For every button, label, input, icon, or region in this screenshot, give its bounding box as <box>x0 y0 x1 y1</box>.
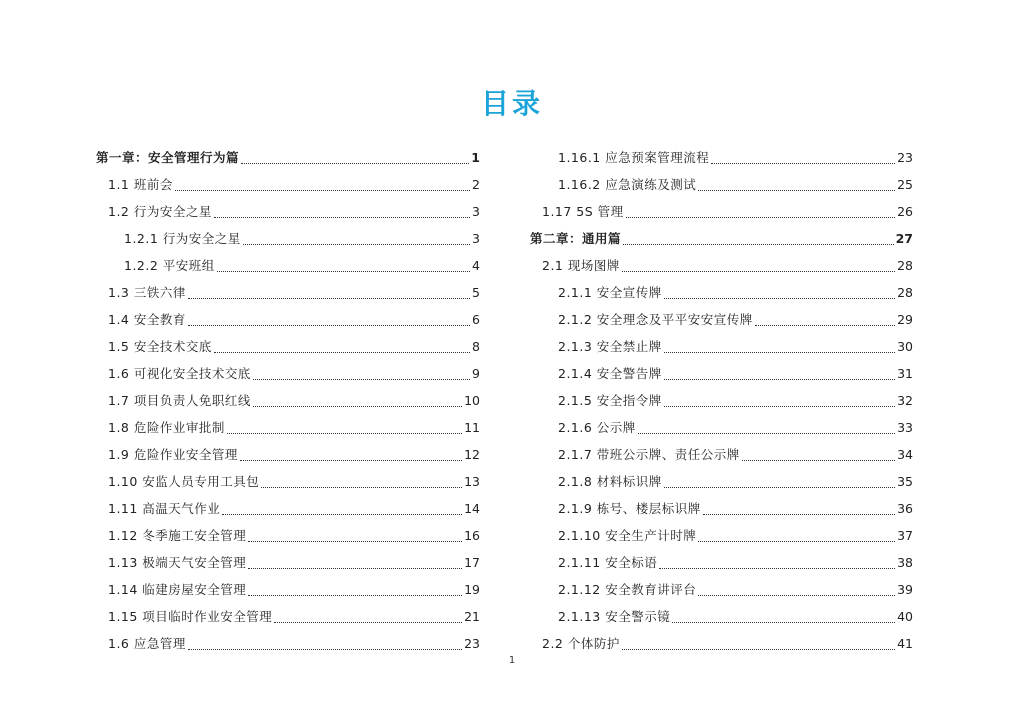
toc-entry-title: 2.1.5 安全指令牌 <box>558 393 662 408</box>
toc-leader-dots <box>248 594 462 596</box>
toc-entry[interactable] <box>530 576 913 603</box>
toc-leader-dots <box>188 648 462 650</box>
toc-entry[interactable] <box>530 495 913 522</box>
toc-entry-title: 1.3 三铁六律 <box>108 285 186 300</box>
toc-entry[interactable] <box>530 279 913 306</box>
toc-entry-title: 2.1.11 安全标语 <box>558 555 658 570</box>
toc-entry-title: 1.1 班前会 <box>108 177 173 192</box>
toc-entry[interactable] <box>96 198 480 225</box>
toc-entry-title: 第一章：安全管理行为篇 <box>96 150 240 165</box>
toc-leader-dots <box>622 648 895 650</box>
toc-leader-dots <box>253 405 462 407</box>
toc-leader-dots <box>274 621 462 623</box>
toc-entry-title: 1.15 项目临时作业安全管理 <box>108 609 273 624</box>
toc-entry-page: 34 <box>897 447 913 462</box>
toc-entry-page: 2 <box>472 177 480 192</box>
toc-right-column <box>530 144 913 657</box>
toc-entry[interactable] <box>530 144 913 171</box>
toc-entry-page: 16 <box>464 528 480 543</box>
toc-entry-title: 1.13 极端天气安全管理 <box>108 555 247 570</box>
toc-leader-dots <box>755 324 895 326</box>
toc-leader-dots <box>175 189 470 191</box>
toc-entry[interactable] <box>530 522 913 549</box>
toc-entry-title: 1.4 安全教育 <box>108 312 186 327</box>
toc-entry-page: 39 <box>897 582 913 597</box>
toc-entry[interactable] <box>96 333 480 360</box>
toc-entry-page: 19 <box>464 582 480 597</box>
toc-entry[interactable] <box>96 306 480 333</box>
toc-entry[interactable] <box>96 387 480 414</box>
toc-entry[interactable] <box>530 198 913 225</box>
toc-entry-page: 37 <box>897 528 913 543</box>
toc-entry[interactable] <box>96 441 480 468</box>
toc-entry[interactable] <box>96 522 480 549</box>
toc-entry-page: 5 <box>472 285 480 300</box>
toc-entry-title: 1.9 危险作业安全管理 <box>108 447 238 462</box>
toc-entry-page: 27 <box>895 231 913 246</box>
toc-entry-page: 23 <box>464 636 480 651</box>
toc-entry-page: 32 <box>897 393 913 408</box>
toc-entry-title: 1.7 项目负责人免职红线 <box>108 393 251 408</box>
toc-leader-dots <box>623 243 894 245</box>
toc-leader-dots <box>664 378 895 380</box>
toc-entry-title: 2.1.6 公示牌 <box>558 420 636 435</box>
toc-entry-page: 14 <box>464 501 480 516</box>
toc-entry-page: 28 <box>897 285 913 300</box>
toc-entry[interactable] <box>530 333 913 360</box>
toc-entry-page: 6 <box>472 312 480 327</box>
toc-entry-page: 26 <box>897 204 913 219</box>
page-title: 目录 <box>480 87 543 120</box>
toc-entry[interactable] <box>530 360 913 387</box>
toc-entry-page: 36 <box>897 501 913 516</box>
toc-leader-dots <box>698 594 895 596</box>
toc-entry[interactable] <box>96 630 480 657</box>
toc-leader-dots <box>703 513 895 515</box>
toc-entry-title: 第二章：通用篇 <box>530 231 622 246</box>
toc-leader-dots <box>241 162 469 164</box>
toc-entry-page: 3 <box>472 231 480 246</box>
toc-leader-dots <box>664 405 895 407</box>
toc-entry-title: 1.8 危险作业审批制 <box>108 420 225 435</box>
toc-leader-dots <box>672 621 895 623</box>
toc-leader-dots <box>698 189 895 191</box>
toc-entry-title: 2.1.7 带班公示牌、责任公示牌 <box>558 447 740 462</box>
toc-leader-dots <box>240 459 462 461</box>
toc-entry-title: 2.1.10 安全生产计时牌 <box>558 528 697 543</box>
toc-leader-dots <box>659 567 895 569</box>
toc-entry-title: 2.2 个体防护 <box>542 636 620 651</box>
toc-entry[interactable] <box>530 549 913 576</box>
toc-leader-dots <box>261 486 462 488</box>
toc-chapter-entry[interactable] <box>530 225 913 252</box>
toc-entry-title: 1.2.2 平安班组 <box>124 258 215 273</box>
toc-entry-title: 1.5 安全技术交底 <box>108 339 212 354</box>
toc-entry-page: 35 <box>897 474 913 489</box>
toc-entry-page: 28 <box>897 258 913 273</box>
toc-entry-title: 1.16.1 应急预案管理流程 <box>558 150 710 165</box>
toc-leader-dots <box>742 459 895 461</box>
toc-entry-title: 1.17 5S 管理 <box>542 204 624 219</box>
toc-entry-page: 29 <box>897 312 913 327</box>
toc-entry[interactable] <box>96 279 480 306</box>
toc-leader-dots <box>711 162 895 164</box>
toc-entry-page: 9 <box>472 366 480 381</box>
toc-entry-title: 2.1 现场图牌 <box>542 258 620 273</box>
toc-entry-title: 1.6 可视化安全技术交底 <box>108 366 251 381</box>
toc-leader-dots <box>214 216 470 218</box>
toc-leader-dots <box>253 378 470 380</box>
toc-entry-page: 12 <box>464 447 480 462</box>
toc-leader-dots <box>188 324 470 326</box>
toc-entry-page: 11 <box>464 420 480 435</box>
toc-leader-dots <box>188 297 470 299</box>
toc-entry[interactable] <box>96 171 480 198</box>
toc-entry-page: 38 <box>897 555 913 570</box>
toc-entry-title: 1.6 应急管理 <box>108 636 186 651</box>
toc-entry[interactable] <box>530 414 913 441</box>
toc-entry[interactable] <box>96 360 480 387</box>
toc-entry[interactable] <box>96 468 480 495</box>
toc-entry[interactable] <box>96 495 480 522</box>
toc-entry-title: 2.1.9 栋号、楼层标识牌 <box>558 501 701 516</box>
toc-entry-page: 25 <box>897 177 913 192</box>
toc-entry[interactable] <box>96 603 480 630</box>
toc-entry-page: 23 <box>897 150 913 165</box>
toc-leader-dots <box>214 351 470 353</box>
toc-leader-dots <box>698 540 895 542</box>
toc-entry-page: 40 <box>897 609 913 624</box>
toc-leader-dots <box>626 216 895 218</box>
toc-entry-page: 10 <box>464 393 480 408</box>
toc-entry-page: 17 <box>464 555 480 570</box>
toc-leader-dots <box>664 486 895 488</box>
toc-entry-title: 2.1.1 安全宣传牌 <box>558 285 662 300</box>
toc-entry-title: 1.10 安监人员专用工具包 <box>108 474 260 489</box>
toc-entry[interactable] <box>96 549 480 576</box>
toc-entry-title: 2.1.8 材料标识牌 <box>558 474 662 489</box>
toc-entry-page: 30 <box>897 339 913 354</box>
toc-entry[interactable] <box>530 603 913 630</box>
toc-entry[interactable] <box>530 468 913 495</box>
toc-entry[interactable] <box>530 387 913 414</box>
toc-entry[interactable] <box>96 225 480 252</box>
toc-entry-title: 2.1.13 安全警示镜 <box>558 609 671 624</box>
toc-entry-title: 2.1.4 安全警告牌 <box>558 366 662 381</box>
page-number: 1 <box>508 655 516 666</box>
toc-entry-title: 2.1.2 安全理念及平平安安宣传牌 <box>558 312 753 327</box>
toc-entry-page: 31 <box>897 366 913 381</box>
toc-entry[interactable] <box>96 414 480 441</box>
toc-entry-title: 1.16.2 应急演练及测试 <box>558 177 697 192</box>
toc-entry-page: 1 <box>471 150 480 165</box>
toc-left-column <box>96 144 480 657</box>
toc-entry[interactable] <box>530 630 913 657</box>
toc-leader-dots <box>664 351 895 353</box>
toc-leader-dots <box>638 432 895 434</box>
toc-entry[interactable] <box>530 441 913 468</box>
toc-leader-dots <box>248 540 462 542</box>
toc-entry-title: 1.12 冬季施工安全管理 <box>108 528 247 543</box>
toc-entry[interactable] <box>530 306 913 333</box>
toc-leader-dots <box>622 270 895 272</box>
toc-leader-dots <box>243 243 470 245</box>
toc-entry-title: 1.11 高温天气作业 <box>108 501 221 516</box>
toc-chapter-entry[interactable] <box>96 144 480 171</box>
toc-entry-page: 13 <box>464 474 480 489</box>
toc-leader-dots <box>664 297 895 299</box>
toc-entry-page: 4 <box>472 258 480 273</box>
toc-entry-title: 1.14 临建房屋安全管理 <box>108 582 247 597</box>
toc-entry[interactable] <box>530 171 913 198</box>
toc-entry[interactable] <box>530 252 913 279</box>
toc-entry-page: 41 <box>897 636 913 651</box>
toc-leader-dots <box>217 270 470 272</box>
toc-entry[interactable] <box>96 576 480 603</box>
toc-entry[interactable] <box>96 252 480 279</box>
toc-entry-title: 1.2.1 行为安全之星 <box>124 231 241 246</box>
toc-leader-dots <box>248 567 462 569</box>
toc-leader-dots <box>227 432 462 434</box>
toc-entry-page: 8 <box>472 339 480 354</box>
toc-entry-title: 1.2 行为安全之星 <box>108 204 212 219</box>
toc-entry-title: 2.1.3 安全禁止牌 <box>558 339 662 354</box>
toc-entry-page: 33 <box>897 420 913 435</box>
toc-leader-dots <box>222 513 462 515</box>
toc-entry-page: 21 <box>464 609 480 624</box>
toc-entry-title: 2.1.12 安全教育讲评台 <box>558 582 697 597</box>
toc-entry-page: 3 <box>472 204 480 219</box>
